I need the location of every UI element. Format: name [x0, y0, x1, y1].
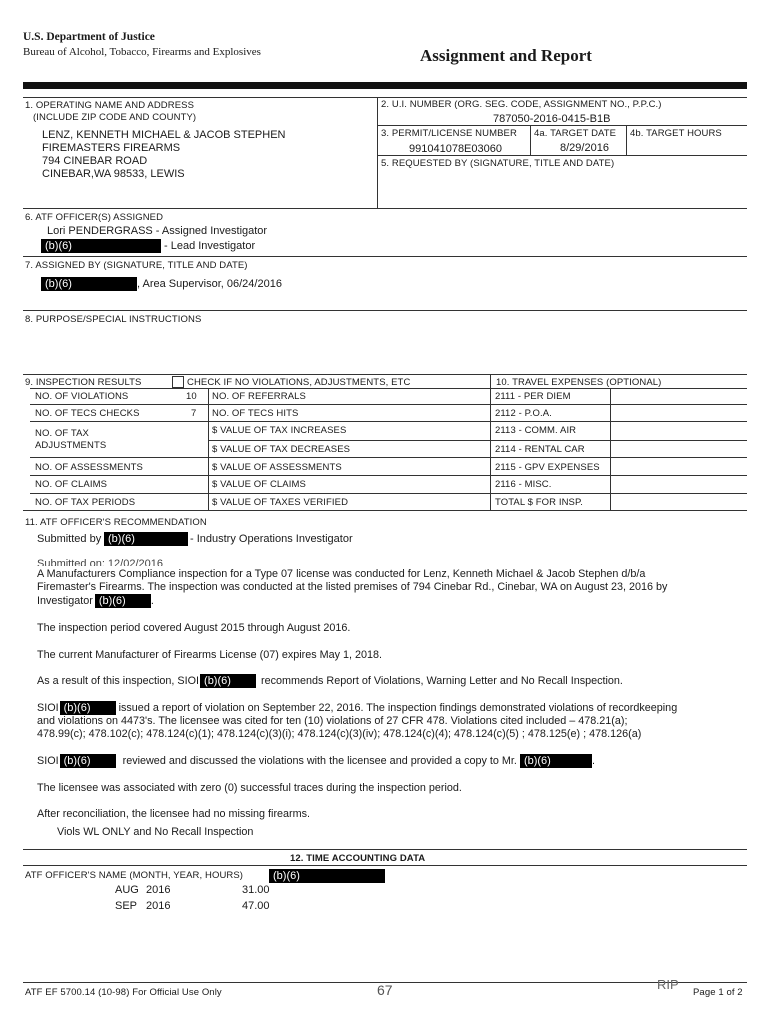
- time-entry-sep-month: SEP: [115, 900, 138, 912]
- no-violations-checkbox-label: CHECK IF NO VIOLATIONS, ADJUSTMENTS, ETC: [187, 377, 411, 388]
- box7-label: 7. ASSIGNED BY (SIGNATURE, TITLE AND DATE): [25, 260, 248, 271]
- divider: [23, 256, 747, 257]
- paragraph-traces: The licensee was associated with zero (0) successful traces during the inspection period.: [37, 782, 462, 794]
- violations-line1: [37, 701, 737, 715]
- box9-label: 9. INSPECTION RESULTS: [25, 377, 142, 388]
- violations-line2: and violations on 4473's. The licensee was cited for ten (10) violations of 27 CFR 478. Violations cited included – 478.21(a);: [37, 715, 628, 727]
- divider: [23, 849, 747, 850]
- claims-label: NO. OF CLAIMS: [35, 479, 108, 490]
- bureau-name: Bureau of Alcohol, Tobacco, Firearms and Explosives: [23, 46, 261, 58]
- divider: [30, 457, 747, 458]
- value-assessments-label: $ VALUE OF ASSESSMENTS: [212, 462, 342, 473]
- inspection-summary-line1: A Manufacturers Compliance inspection for a Type 07 license was conducted for Lenz, Kenneth Michael & Jacob Stephen d/b/a: [37, 568, 646, 580]
- violations-text: issued a report of violation on September 22, 2016. The inspection findings demonstrated violations of recordkeeping: [118, 702, 678, 714]
- operator-dba-line: FIREMASTERS FIREARMS: [42, 142, 181, 154]
- tax-adjustments-label: NO. OF TAX: [35, 428, 89, 439]
- paragraph-reconciliation: After reconciliation, the licensee had no missing firearms.: [37, 808, 311, 820]
- divider: [30, 404, 747, 405]
- divider: [610, 388, 611, 510]
- assigned-investigator: Lori PENDERGRASS - Assigned Investigator: [47, 225, 268, 237]
- no-violations-checkbox[interactable]: [172, 376, 184, 388]
- violations-label: NO. OF VIOLATIONS: [35, 391, 129, 402]
- violations-count: 10: [186, 391, 197, 402]
- paragraph-disposition: Viols WL ONLY and No Recall Inspection: [57, 826, 254, 838]
- divider: [23, 208, 747, 209]
- travel-rental-car: 2114 - RENTAL CAR: [495, 444, 585, 455]
- tax-periods-label: NO. OF TAX PERIODS: [35, 497, 136, 508]
- travel-comm-air: 2113 - COMM. AIR: [495, 425, 577, 436]
- time-entry-aug-month: AUG: [115, 884, 139, 896]
- operator-street-line: 794 CINEBAR ROAD: [42, 155, 148, 167]
- box2-label: 2. U.I. NUMBER (ORG. SEG. CODE, ASSIGNMENT NO., P.P.C.): [381, 99, 662, 110]
- paragraph-license-expiry: The current Manufacturer of Firearms License (07) expires May 1, 2018.: [37, 649, 383, 661]
- review-text: reviewed and discussed the violations with the licensee and provided a copy to Mr.: [122, 755, 517, 767]
- travel-misc: 2116 - MISC.: [495, 479, 552, 490]
- operator-city-line: CINEBAR,WA 98533, LEWIS: [42, 168, 185, 180]
- travel-poa: 2112 - P.O.A.: [495, 408, 552, 419]
- referrals-label: NO. OF REFERRALS: [212, 391, 306, 402]
- assessments-label: NO. OF ASSESSMENTS: [35, 462, 143, 473]
- redaction-box: (b)(6): [95, 594, 151, 608]
- box4a-label: 4a. TARGET DATE: [534, 128, 617, 139]
- divider: [208, 388, 209, 510]
- inspection-summary-line3: Investigator (b)(6) .: [37, 595, 154, 607]
- redaction-box: (b)(6): [269, 869, 385, 883]
- travel-per-diem: 2111 - PER DIEM: [495, 391, 571, 402]
- divider: [23, 510, 747, 511]
- tecs-checks-label: NO. OF TECS CHECKS: [35, 408, 140, 419]
- form-title: Assignment and Report: [420, 46, 592, 65]
- divider: [530, 125, 531, 155]
- divider: [208, 421, 747, 422]
- officer-name-label: ATF OFFICER'S NAME (MONTH, YEAR, HOURS): [25, 870, 244, 881]
- divider: [30, 475, 747, 476]
- time-entry-sep-hours: 47.00: [242, 900, 270, 912]
- divider: [23, 865, 747, 866]
- divider: [208, 440, 747, 441]
- paragraph-inspection-summary: [37, 568, 737, 608]
- redaction-box: (b)(6): [104, 532, 188, 546]
- divider: [377, 125, 747, 126]
- divider: [30, 388, 747, 389]
- divider: [377, 155, 747, 156]
- box5-label: 5. REQUESTED BY (SIGNATURE, TITLE AND DATE): [381, 158, 615, 169]
- tecs-checks-count: 7: [191, 408, 197, 419]
- recommendation-text: recommends Report of Violations, Warning Letter and No Recall Inspection.: [261, 675, 623, 687]
- redaction-box: (b)(6): [41, 239, 161, 253]
- time-entry-sep-year: 2016: [146, 900, 171, 912]
- taxes-verified-label: $ VALUE OF TAXES VERIFIED: [212, 497, 349, 508]
- agency-name: U.S. Department of Justice: [23, 31, 155, 43]
- inspection-summary-line2: Firemaster's Firearms. The inspection was conducted at the listed premises of 794 Cinebar Rd., Cinebar, WA on August 23, 2016 by: [37, 581, 668, 593]
- page-number: Page 1 of 2: [693, 987, 743, 998]
- rip-mark: RIP: [657, 977, 679, 992]
- divider: [490, 374, 491, 510]
- header-rule: [23, 82, 747, 89]
- recommendation-prefix: As a result of this inspection, SIOI: [37, 675, 200, 687]
- submitted-on: Submitted on: 12/02/2016: [37, 558, 163, 566]
- time-entry-aug-year: 2016: [146, 884, 171, 896]
- travel-gpv: 2115 - GPV EXPENSES: [495, 462, 600, 473]
- value-claims-label: $ VALUE OF CLAIMS: [212, 479, 306, 490]
- paragraph-inspection-period: The inspection period covered August 2015 through August 2016.: [37, 622, 351, 634]
- divider: [30, 421, 208, 422]
- travel-total: TOTAL $ FOR INSP.: [495, 497, 583, 508]
- time-entry-aug-hours: 31.00: [242, 884, 270, 896]
- paragraph-recommendation: [37, 674, 623, 688]
- page-stamp: 67: [377, 982, 393, 998]
- box10-label: 10. TRAVEL EXPENSES (OPTIONAL): [496, 377, 662, 388]
- divider: [30, 493, 747, 494]
- sioi-label: SIOI: [37, 755, 59, 767]
- redaction-box: (b)(6): [520, 754, 592, 768]
- paragraph-review: SIOI (b)(6) reviewed and discussed the violations with the licensee and provided a copy to Mr. (b)(6) .: [37, 755, 595, 767]
- tax-increases-label: $ VALUE OF TAX INCREASES: [212, 425, 347, 436]
- redaction-box: (b)(6): [60, 754, 116, 768]
- ui-number: 787050-2016-0415-B1B: [493, 113, 611, 125]
- form-id: ATF EF 5700.14 (10-98) For Official Use Only: [25, 987, 222, 998]
- lead-investigator-title: - Lead Investigator: [164, 240, 256, 252]
- divider: [23, 374, 747, 375]
- submitted-by-label: Submitted by: [37, 533, 102, 545]
- divider: [23, 310, 747, 311]
- redaction-box: (b)(6): [41, 277, 137, 291]
- box11-label: 11. ATF OFFICER'S RECOMMENDATION: [25, 517, 207, 528]
- box1-label: 1. OPERATING NAME AND ADDRESS: [25, 100, 195, 111]
- redaction-box: (b)(6): [60, 701, 116, 715]
- license-number: 991041078E03060: [409, 143, 502, 155]
- box6-label: 6. ATF OFFICER(S) ASSIGNED: [25, 212, 164, 223]
- box12-label: 12. TIME ACCOUNTING DATA: [290, 853, 426, 864]
- tecs-hits-label: NO. OF TECS HITS: [212, 408, 299, 419]
- violations-line3: 478.99(c); 478.102(c); 478.124(c)(1); 478.124(c)(3)(i); 478.124(c)(3)(iv); 478.124(c)(4); 478.124(c)(5) ; 478.125(e) ; 478.126(a): [37, 728, 642, 740]
- divider: [626, 125, 627, 155]
- submitted-by-title: - Industry Operations Investigator: [190, 533, 353, 545]
- investigator-label: Investigator: [37, 595, 93, 607]
- target-date: 8/29/2016: [560, 142, 609, 154]
- tax-adjustments-label-2: ADJUSTMENTS: [35, 440, 107, 451]
- tax-decreases-label: $ VALUE OF TAX DECREASES: [212, 444, 351, 455]
- box4b-label: 4b. TARGET HOURS: [630, 128, 722, 139]
- operator-name-line: LENZ, KENNETH MICHAEL & JACOB STEPHEN: [42, 129, 286, 141]
- divider: [23, 97, 747, 98]
- paragraph-violations: [37, 701, 737, 741]
- assigned-by-title: , Area Supervisor, 06/24/2016: [137, 278, 282, 290]
- sioi-label: SIOI: [37, 702, 59, 714]
- divider: [377, 97, 378, 208]
- box1-sublabel: (INCLUDE ZIP CODE AND COUNTY): [33, 112, 197, 123]
- box3-label: 3. PERMIT/LICENSE NUMBER: [381, 128, 517, 139]
- redaction-box: (b)(6): [200, 674, 256, 688]
- box8-label: 8. PURPOSE/SPECIAL INSTRUCTIONS: [25, 314, 202, 325]
